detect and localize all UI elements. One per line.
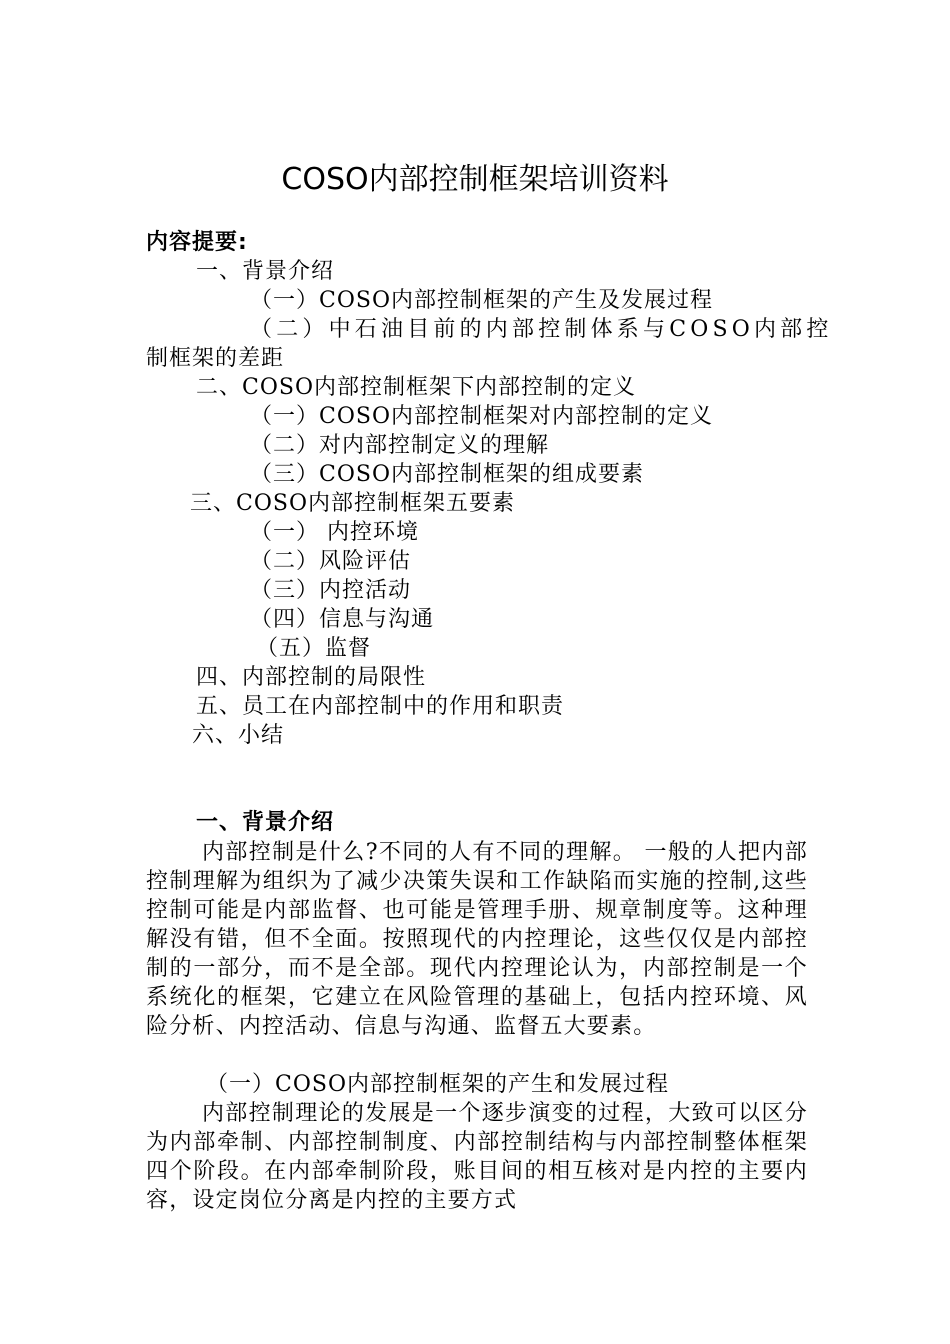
document-title: COSO内部控制框架培训资料 [281, 162, 669, 197]
toc-item: （二）对内部控制定义的理解 [250, 433, 550, 458]
toc-item: （一） 内控环境 [250, 520, 419, 545]
body-paragraph: 内部控制是什么?不同的人有不同的理解。 一般的人把内部控制理解为组织为了减少决策失误和工作缺陷而实施的控制,这些控制可能是内部监督、也可能是管理手册、规章制度等。这种理解没有错，但不全面。按照现代的内控理论，这些仅仅是内部控制的一部分，而不是全部。现代内控理论认为，内部控制是一个系统化的框架，它建立在风险管理的基础上，包括内控环境、风险分析、内控活动、信息与沟通、监督五大要素。 [146, 840, 808, 1039]
toc-item: （二）中石油目前的内部控制体系与COSO内部控 [250, 317, 833, 342]
toc-item: 四、内部控制的局限性 [196, 665, 427, 690]
section-heading: 一、背景介绍 [196, 810, 335, 835]
toc-item: 六、小结 [192, 723, 285, 748]
body-paragraph: 内部控制理论的发展是一个逐步演变的过程，大致可以区分为内部牵制、内部控制制度、内部控制结构与内部控制整体框架四个阶段。在内部牵制阶段，账目间的相互核对是内控的主要内容，设定岗位分离是内控的主要方式 [146, 1101, 808, 1213]
toc-item: （一）COSO内部控制框架的产生及发展过程 [250, 288, 713, 313]
toc-item: 一、背景介绍 [196, 259, 335, 284]
toc-item: （三）内控活动 [250, 578, 412, 603]
toc-item: （二）风险评估 [250, 549, 412, 574]
subsection-heading: （一）COSO内部控制框架的产生和发展过程 [206, 1072, 669, 1097]
toc-item: 二、COSO内部控制框架下内部控制的定义 [196, 375, 636, 400]
toc-item: （四）信息与沟通 [250, 607, 435, 632]
toc-item: 三、COSO内部控制框架五要素 [190, 491, 515, 516]
toc-heading: 内容提要: [146, 230, 248, 255]
toc-item: 五、员工在内部控制中的作用和职责 [196, 694, 565, 719]
toc-item: （一）COSO内部控制框架对内部控制的定义 [250, 404, 713, 429]
toc-item: （三）COSO内部控制框架的组成要素 [250, 462, 644, 487]
toc-item-continued: 制框架的差距 [146, 346, 285, 371]
toc-item: （五）监督 [256, 636, 372, 661]
